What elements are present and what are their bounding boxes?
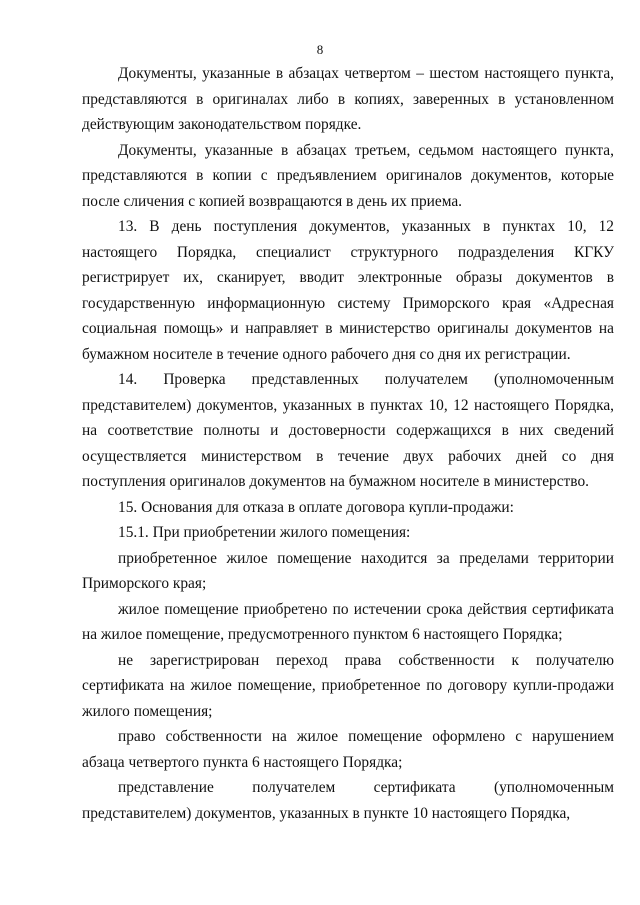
paragraph: 14. Проверка представленных получателем (уполномоченным представителем) документов, указанных в пунктах 10, 12 настоящего Порядка, на соответствие полноты и достоверности содержащихся в них сведений осуществляется министерством в течение двух рабочих дней со дня поступления оригиналов документов на бумажном носителе в министерство. — [82, 371, 614, 490]
paragraph: не зарегистрирован переход права собственности к получателю сертификата на жилое помещение, приобретенное по договору купли-продажи жилого помещения; — [82, 651, 614, 720]
paragraph: приобретенное жилое помещение находится за пределами территории Приморского края; — [82, 549, 614, 592]
paragraph: Документы, указанные в абзацах четвертом – шестом настоящего пункта, представляются в оригиналах либо в копиях, заверенных в установленном действующим законодательством порядке. — [82, 65, 614, 133]
paragraph: 15.1. При приобретении жилого помещения: — [118, 524, 411, 541]
paragraph: Документы, указанные в абзацах третьем, седьмом настоящего пункта, представляются в копии с предъявлением оригиналов документов, которые после сличения с копией возвращаются в день их приема. — [82, 141, 614, 210]
page-number: 8 — [316, 42, 324, 57]
paragraph: представление получателем сертификата (уполномоченным представителем) документов, указанных в пункте 10 настоящего Порядка, — [82, 779, 614, 822]
paragraph: 15. Основания для отказа в оплате договора купли-продажи: — [118, 498, 514, 516]
paragraph: 13. В день поступления документов, указанных в пунктах 10, 12 настоящего Порядка, специалист структурного подразделения КГКУ регистрирует их, сканирует, вводит электронные образы документов в государственную информационную систему Приморского края «Адресная социальная помощь» и направляет в министерство оригиналы документов на бумажном носителе в течение одного рабочего дня со дня их регистрации. — [82, 218, 614, 363]
document-body — [82, 61, 614, 826]
paragraph: жилое помещение приобретено по истечении срока действия сертификата на жилое помещение, предусмотренного пунктом 6 настоящего Порядка; — [82, 600, 614, 643]
paragraph: право собственности на жилое помещение оформлено с нарушением абзаца четвертого пункта 6 настоящего Порядка; — [82, 728, 614, 771]
